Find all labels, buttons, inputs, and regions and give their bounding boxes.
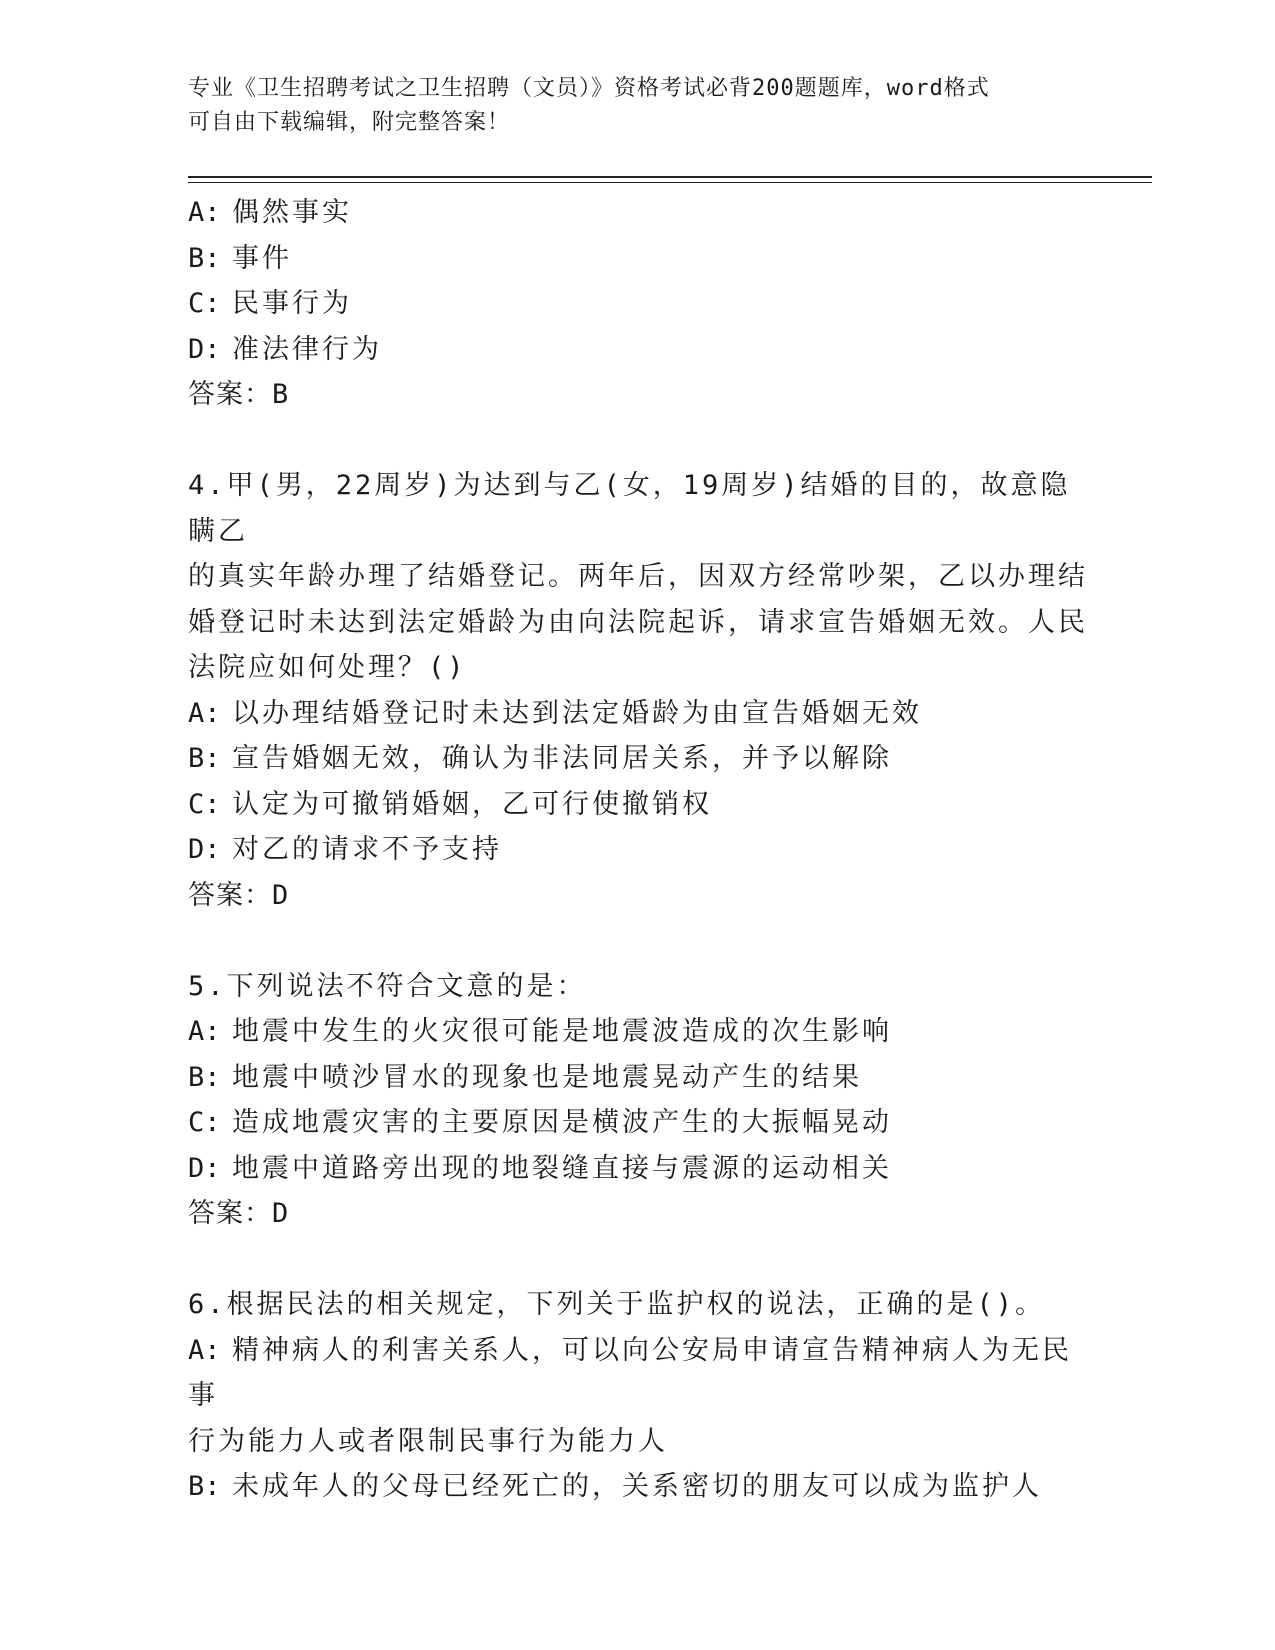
option-line bbox=[188, 1100, 1088, 1146]
option-line bbox=[188, 281, 1088, 327]
option-line bbox=[188, 236, 1088, 282]
option-text: 以办理结婚登记时未达到法定婚龄为由宣告婚姻无效 bbox=[232, 697, 922, 729]
option-text: 地震中喷沙冒水的现象也是地震晃动产生的结果 bbox=[232, 1061, 862, 1093]
question-text-line: 法院应如何处理？() bbox=[188, 652, 467, 683]
answer-line: 答案：D bbox=[188, 879, 290, 911]
document-header bbox=[188, 72, 1068, 140]
option-line bbox=[188, 1055, 1088, 1101]
option-letter: C: bbox=[188, 288, 221, 319]
option-letter: C: bbox=[188, 788, 221, 820]
question-block bbox=[188, 964, 1088, 1237]
option-letter: B: bbox=[188, 1061, 221, 1093]
question-text-line: 5.下列说法不符合文意的是： bbox=[188, 970, 587, 1002]
option-line bbox=[188, 691, 1088, 737]
option-letter: D: bbox=[188, 333, 221, 365]
option-line bbox=[188, 736, 1088, 782]
answer-line: 答案：B bbox=[188, 379, 290, 410]
option-letter: B: bbox=[188, 1471, 221, 1502]
spacer bbox=[188, 918, 1088, 964]
option-line bbox=[188, 1464, 1088, 1510]
option-letter: A: bbox=[188, 197, 221, 228]
header-rule-thick bbox=[188, 176, 1152, 178]
option-line bbox=[188, 1328, 1088, 1419]
option-letter: A: bbox=[188, 1016, 221, 1047]
spacer bbox=[188, 1237, 1088, 1283]
option-line bbox=[188, 1009, 1088, 1055]
option-letter: A: bbox=[188, 1334, 221, 1366]
option-letter: D: bbox=[188, 834, 221, 865]
option-continuation-line: 行为能力人或者限制民事行为能力人 bbox=[188, 1425, 668, 1457]
answer-line: 答案：D bbox=[188, 1198, 290, 1229]
option-letter: B: bbox=[188, 242, 221, 274]
option-text: 偶然事实 bbox=[232, 197, 352, 228]
question-text-line: 的真实年龄办理了结婚登记。两年后，因双方经常吵架，乙以办理结 bbox=[188, 561, 1088, 592]
option-letter: D: bbox=[188, 1152, 221, 1184]
option-letter: A: bbox=[188, 697, 221, 729]
option-text: 对乙的请求不予支持 bbox=[232, 834, 502, 865]
option-text: 宣告婚姻无效，确认为非法同居关系，并予以解除 bbox=[232, 743, 892, 774]
option-letter: B: bbox=[188, 743, 221, 774]
option-text: 造成地震灾害的主要原因是横波产生的大振幅晃动 bbox=[232, 1107, 892, 1138]
header-line-2: 可自由下载编辑，附完整答案！ bbox=[188, 110, 511, 135]
question-block bbox=[188, 190, 1088, 418]
question-text-line: 婚登记时未达到法定婚龄为由向法院起诉，请求宣告婚姻无效。人民 bbox=[188, 606, 1088, 638]
option-line bbox=[188, 327, 1088, 373]
question-text-line: 6.根据民法的相关规定，下列关于监护权的说法，正确的是()。 bbox=[188, 1289, 1046, 1320]
header-line-1: 专业《卫生招聘考试之卫生招聘（文员）》资格考试必背200题题库，word格式 bbox=[188, 76, 990, 101]
question-block bbox=[188, 463, 1088, 918]
option-text: 精神病人的利害关系人，可以向公安局申请宣告精神病人为无民事 bbox=[188, 1334, 1072, 1411]
option-text: 认定为可撤销婚姻，乙可行使撤销权 bbox=[232, 788, 712, 820]
question-list bbox=[188, 190, 1088, 1510]
option-text: 地震中道路旁出现的地裂缝直接与震源的运动相关 bbox=[232, 1152, 892, 1184]
question-block bbox=[188, 1282, 1088, 1510]
option-line bbox=[188, 1146, 1088, 1192]
option-text: 事件 bbox=[232, 242, 292, 274]
option-text: 未成年人的父母已经死亡的，关系密切的朋友可以成为监护人 bbox=[232, 1471, 1042, 1502]
option-line bbox=[188, 782, 1088, 828]
question-text-line: 4.甲(男，22周岁)为达到与乙(女，19周岁)结婚的目的，故意隐瞒乙 bbox=[188, 470, 1071, 547]
option-line bbox=[188, 190, 1088, 236]
spacer bbox=[188, 418, 1088, 464]
option-letter: C: bbox=[188, 1107, 221, 1138]
header-rule-thin bbox=[188, 182, 1152, 183]
option-text: 准法律行为 bbox=[232, 333, 382, 365]
option-text: 地震中发生的火灾很可能是地震波造成的次生影响 bbox=[232, 1016, 892, 1047]
option-text: 民事行为 bbox=[232, 288, 352, 319]
option-line bbox=[188, 827, 1088, 873]
